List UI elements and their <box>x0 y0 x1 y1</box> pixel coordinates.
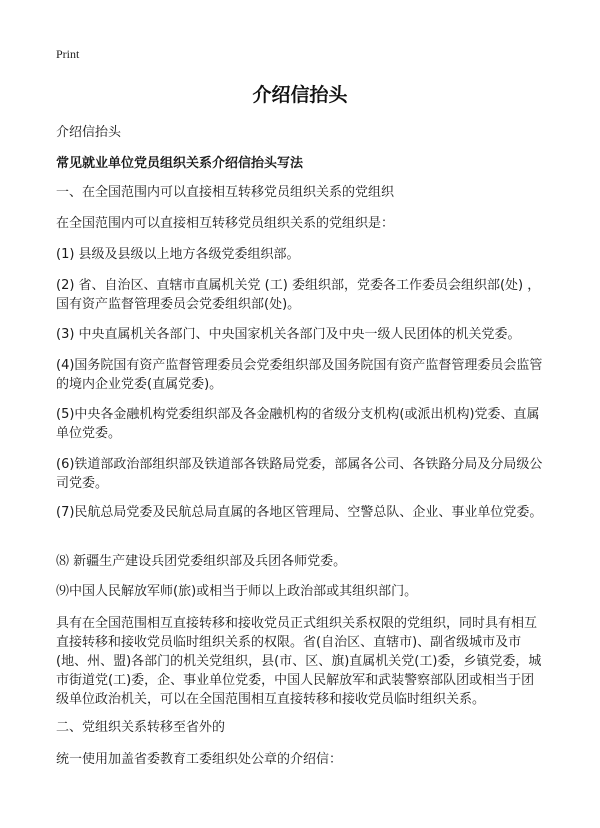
paragraph-item-6: (6)铁道部政治部组织部及铁道部各铁路局党委，部属各公司、各铁路分局及分局级公司党委。 <box>56 457 543 491</box>
paragraph-section-1: 一、在全国范围内可以直接相互转移党员组织关系的党组织 <box>56 185 395 200</box>
paragraph-item-7: (7)民航总局党委及民航总局直属的各地区管理局、空警总队、企业、事业单位党委。 <box>56 505 543 520</box>
page-title: 介绍信抬头 <box>252 84 348 106</box>
paragraph-item-1: (1) 县级及县级以上地方各级党委组织部。 <box>56 247 300 262</box>
paragraph-permissions: 具有在全国范围相互直接转移和接收党员正式组织关系权限的党组织，同时具有相互直接转移和接收党员临时组织关系的权限。省(自治区、直辖市)、副省级城市及市(地、州、盟)各部门的机关党组织，县(市、区、旗)直属机关党(工)委，乡镇党委，城市街道党(工)委，企、事业单位党委，中国人民解放军和武装警察部队团或相当于团级单位政治机关，可以在全国范围相互直接转移和接收党员临时组织关系。 <box>56 616 542 707</box>
paragraph-section-2: 二、党组织关系转移至省外的 <box>56 720 226 735</box>
paragraph-item-8: ⑻ 新疆生产建设兵团党委组织部及兵团各师党委。 <box>56 554 347 569</box>
paragraph-item-2: (2) 省、自治区、直辖市直属机关党 (工) 委组织部，党委各工作委员会组织部(处) ，国有资产监督管理委员会党委组织部(处)。 <box>56 278 541 312</box>
subtitle: 介绍信抬头 <box>56 125 122 140</box>
paragraph-item-3: (3) 中央直属机关各部门、中央国家机关各部门及中央一级人民团体的机关党委。 <box>56 327 521 342</box>
paragraph-intro: 在全国范围内可以直接相互转移党员组织关系的党组织是： <box>56 216 395 231</box>
paragraph-item-9: ⑼中国人民解放军师(旅)或相当于师以上政治部或其组织部门。 <box>56 584 418 599</box>
paragraph-item-5: (5)中央各金融机构党委组织部及各金融机构的省级分支机构(或派出机构)党委、直属单位党委。 <box>56 407 540 441</box>
section-heading: 常见就业单位党员组织关系介绍信抬头写法 <box>56 156 304 171</box>
print-label: Print <box>56 47 80 61</box>
paragraph-item-4: (4)国务院国有资产监督管理委员会党委组织部及国务院国有资产监督管理委员会监管的境内企业党委(直属党委)。 <box>56 358 543 392</box>
paragraph-letter-note: 统一使用加盖省委教育工委组织处公章的介绍信： <box>56 752 343 767</box>
